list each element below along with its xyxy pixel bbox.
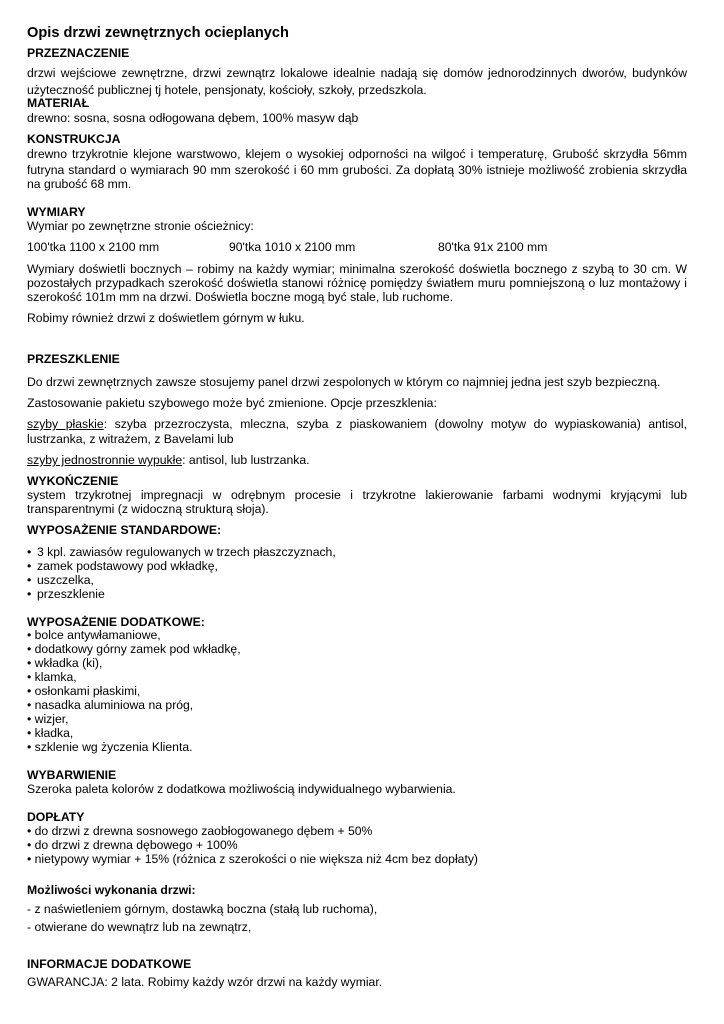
konstrukcja-line-1: drewno trzykrotnie klejone warstwowo, klejem o wysokiej odporności na wilgoć i temperaturę, Grubość skrzydła 56mm xyxy=(27,147,687,161)
konstrukcja-line-3: na grubość 68 mm. xyxy=(27,177,132,191)
section-heading-konstrukcja: KONSTRUKCJA xyxy=(27,132,121,146)
section-heading-wykonczenie: WYKOŃCZENIE xyxy=(27,474,119,488)
section-heading-doplaty: DOPŁATY xyxy=(27,810,85,824)
wypukle-text: : antisol, lub lustrzanka. xyxy=(182,453,310,467)
dodatkowe-item: • wkładka (ki), xyxy=(27,656,103,670)
wybarwienie-text: Szeroka paleta kolorów z dodatkowa możliwością indywidualnego wybarwienia. xyxy=(27,782,456,796)
przeszklenie-p2: Zastosowanie pakietu szybowego może być zmienione. Opcje przeszklenia: xyxy=(27,396,437,410)
section-heading-wymiary: WYMIARY xyxy=(27,205,86,219)
dodatkowe-item: • klamka, xyxy=(27,670,77,684)
wymiary-p1-line-3: szerokość 101m mm na drzwi. Doświetla boczne mogą być stale, lub ruchome. xyxy=(27,290,454,304)
standard-item: • 3 kpl. zawiasów regulowanych w trzech płaszczyznach, xyxy=(27,545,336,559)
dodatkowe-item: • kładka, xyxy=(27,726,74,740)
przeznaczenie-line-1: drzwi wejściowe zewnętrzne, drzwi zewnątrz lokalowe idealnie nadają się domów jednorodzinnych dworów, budynków xyxy=(27,66,687,80)
wymiary-p1-line-1: Wymiary doświetli bocznych – robimy na każdy wymiar; minimalna szerokość doświetla bocznego z szybą to 30 cm. W xyxy=(27,262,687,276)
dodatkowe-item: • szklenie wg życzenia Klienta. xyxy=(27,740,193,754)
doplaty-item: • do drzwi z drewna dębowego + 100% xyxy=(27,838,238,852)
plaskie-line-2: lustrzanka, z witrażem, z Bavelami lub xyxy=(27,432,234,446)
dodatkowe-item: • wizjer, xyxy=(27,712,69,726)
plaskie-label: szyby płaskie xyxy=(27,417,104,431)
section-heading-dodatkowe: WYPOSAŻENIE DODATKOWE: xyxy=(27,615,205,629)
standard-item: • uszczelka, xyxy=(27,573,94,587)
informacje-text: GWARANCJA: 2 lata. Robimy każdy wzór drzwi na każdy wymiar. xyxy=(27,975,383,989)
dodatkowe-item: • dodatkowy górny zamek pod wkładkę, xyxy=(27,642,241,656)
dodatkowe-item: • bolce antywłamaniowe, xyxy=(27,628,161,642)
wypukle-label: szyby jednostronnie wypukłe xyxy=(27,453,183,467)
standard-item: • zamek podstawowy pod wkładkę, xyxy=(27,559,218,573)
standard-item: • przeszklenie xyxy=(27,587,105,601)
section-heading-wybarwienie: WYBARWIENIE xyxy=(27,768,117,782)
doplaty-item: • nietypowy wymiar + 15% (różnica z szerokości o nie większa niż 4cm bez dopłaty) xyxy=(27,852,478,866)
wypukle-line xyxy=(27,453,310,467)
wymiary-p1-line-2: pozostałych przypadkach szerokość doświetla stanowi różnicę pomiędzy światłem muru pomniejszoną o luz montażowy i xyxy=(27,276,687,290)
przeznaczenie-line-2: użyteczność publicznej tj hotele, pensjonaty, kościoły, szkoły, przedszkola. xyxy=(27,83,427,97)
dodatkowe-item: • nasadka aluminiowa na próg, xyxy=(27,698,194,712)
plaskie-text: : szyba przezroczysta, mleczna, szyba z piaskowaniem (dowolny motyw do wypiaskowania) antisol, xyxy=(103,417,687,431)
section-heading-informacje: INFORMACJE DODATKOWE xyxy=(27,957,192,971)
mozliwosci-item: - otwierane do wewnątrz lub na zewnątrz, xyxy=(27,920,252,934)
wymiary-p2: Robimy również drzwi z doświetlem górnym w łuku. xyxy=(27,311,305,325)
section-heading-standardowe: WYPOSAŻENIE STANDARDOWE: xyxy=(27,523,222,537)
size-80: 80'tka 91x 2100 mm xyxy=(438,240,548,254)
doplaty-item: • do drzwi z drewna sosnowego zaobłogowanego dębem + 50% xyxy=(27,824,373,838)
section-heading-przeznaczenie: PRZEZNACZENIE xyxy=(27,46,130,60)
wykonczenie-line-1: system trzykrotnej impregnacji w odrębnym procesie i trzykrotne lakierowanie farbami wodnymi kryjącymi lub xyxy=(27,488,687,502)
mozliwosci-item: - z naświetleniem górnym, dostawką boczna (stałą lub ruchoma), xyxy=(27,902,378,916)
material-text: drewno: sosna, sosna odłogowana dębem, 100% masyw dąb xyxy=(27,111,359,125)
plaskie-line-1 xyxy=(27,417,687,431)
wykonczenie-line-2: transparentnymi (z widoczną strukturą słoja). xyxy=(27,502,269,516)
dodatkowe-item: • osłonkami płaskimi, xyxy=(27,684,141,698)
section-heading-material: MATERIAŁ xyxy=(27,96,90,110)
przeszklenie-p1: Do drzwi zewnętrznych zawsze stosujemy panel drzwi zespolonych w którym co najmniej jedna jest szyb bezpieczną. xyxy=(27,375,661,389)
wymiary-intro: Wymiar po zewnętrzne stronie ościeżnicy: xyxy=(27,219,254,233)
section-heading-mozliwosci: Możliwości wykonania drzwi: xyxy=(27,883,196,897)
size-90: 90'tka 1010 x 2100 mm xyxy=(229,240,356,254)
konstrukcja-line-2: futryna standard o wymiarach 90 mm szerokość i 60 mm grubości. Za dopłatą 30% istnieje możliwość zrobienia skrzydła xyxy=(27,163,687,177)
size-100: 100'tka 1100 x 2100 mm xyxy=(27,240,160,254)
section-heading-przeszklenie: PRZESZKLENIE xyxy=(27,352,120,366)
page-title: Opis drzwi zewnętrznych ocieplanych xyxy=(27,25,289,41)
